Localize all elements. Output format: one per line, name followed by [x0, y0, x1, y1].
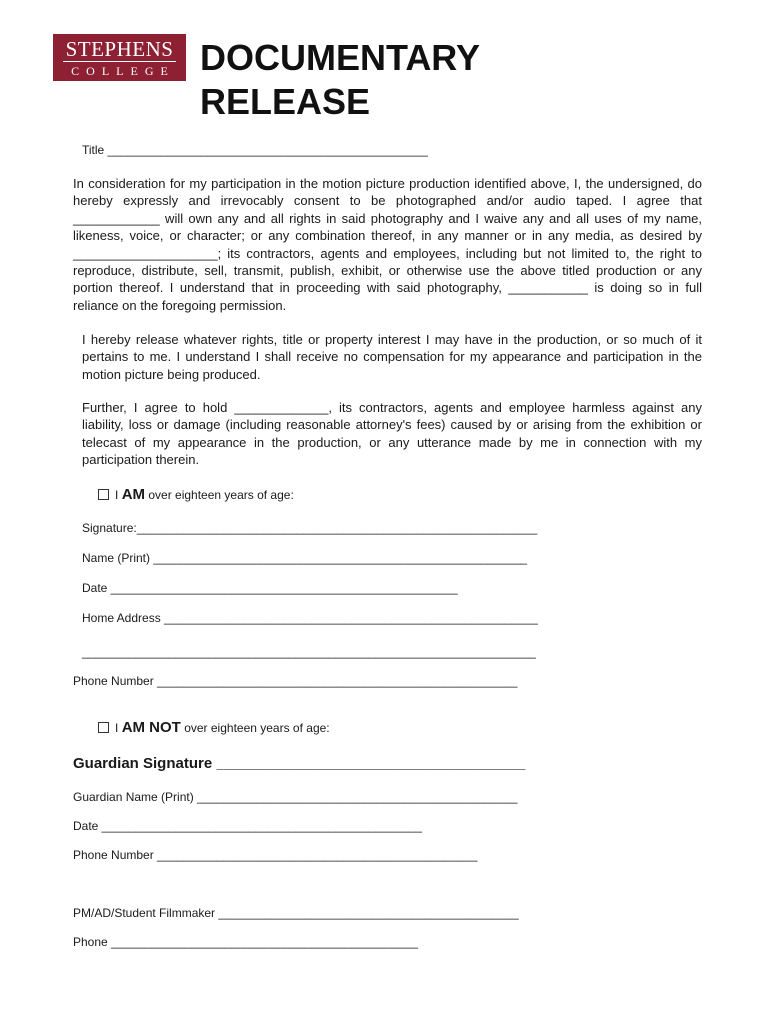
logo-line1: STEPHENS	[65, 37, 174, 61]
phone-number-field[interactable]: Phone Number ______________________________________________________	[73, 674, 518, 688]
indemnity-paragraph: Further, I agree to hold _____________, its contractors, agents and employee harmless against any liability, loss or damage (including reasonable attorney's fees) caused by or arising from the exhibition or telecast of my appearance in the production, or any utterance made by me in connection with my participation therein.	[82, 400, 702, 468]
guardian-phone-field[interactable]: Phone Number ________________________________________________	[73, 848, 478, 862]
adult-checkbox[interactable]	[98, 489, 109, 500]
minor-option[interactable]	[98, 719, 330, 736]
adult-bold: AM	[121, 486, 146, 503]
minor-pre: I	[115, 721, 119, 735]
home-address-line2[interactable]: ____________________________________________________________________	[82, 645, 536, 659]
guardian-date-field[interactable]: Date ________________________________________________	[73, 819, 423, 833]
logo-rule	[63, 61, 176, 62]
filmmaker-field[interactable]: PM/AD/Student Filmmaker _____________________________________________	[73, 906, 519, 920]
guardian-signature-field[interactable]	[73, 755, 525, 773]
college-logo	[53, 34, 186, 81]
title-line1: DOCUMENTARY	[200, 37, 480, 78]
minor-bold: AM NOT	[121, 719, 181, 736]
consent-paragraph: In consideration for my participation in the motion picture production identified above, I, the undersigned, do hereby expressly and irrevocably consent to be photographed and/or audio taped. I agree that ____________ will own any and all rights in said photography and I waive any and all uses of my name, likeness, voice, or character; or any combination thereof, in any manner or in any media, as desired by ____________________; its contractors, agents and employees, including but not limited to, the right to reproduce, distribute, sell, transmit, publish, exhibit, or otherwise use the above titled production or any portion thereof. I understand that in proceeding with said photography, ___________ is doing so in full reliance on the foregoing permission.	[73, 176, 702, 313]
guardian-signature-line[interactable]: _____________________________________	[216, 755, 526, 772]
document-title	[200, 36, 480, 124]
guardian-signature-label: Guardian Signature	[73, 755, 213, 772]
adult-pre: I	[115, 488, 119, 502]
date-field[interactable]: Date ____________________________________________________	[82, 581, 458, 595]
adult-post: over eighteen years of age:	[148, 488, 294, 502]
logo-line2: COLLEGE	[71, 64, 175, 78]
guardian-name-field[interactable]: Guardian Name (Print) ________________________________________________	[73, 790, 518, 804]
minor-post: over eighteen years of age:	[184, 721, 330, 735]
release-paragraph: I hereby release whatever rights, title or property interest I may have in the production, or so much of it pertains to me. I understand I shall receive no compensation for my appearance and participation in the motion picture being produced.	[82, 332, 702, 382]
filmmaker-phone-field[interactable]: Phone ______________________________________________	[73, 935, 419, 949]
adult-option[interactable]	[98, 486, 294, 503]
minor-checkbox[interactable]	[98, 722, 109, 733]
title-line2: RELEASE	[200, 81, 371, 122]
title-field[interactable]: Title ________________________________________________	[82, 143, 428, 157]
home-address-field[interactable]: Home Address ________________________________________________________	[82, 611, 538, 625]
signature-field[interactable]: Signature:____________________________________________________________	[82, 521, 538, 535]
name-print-field[interactable]: Name (Print) ________________________________________________________	[82, 551, 528, 565]
